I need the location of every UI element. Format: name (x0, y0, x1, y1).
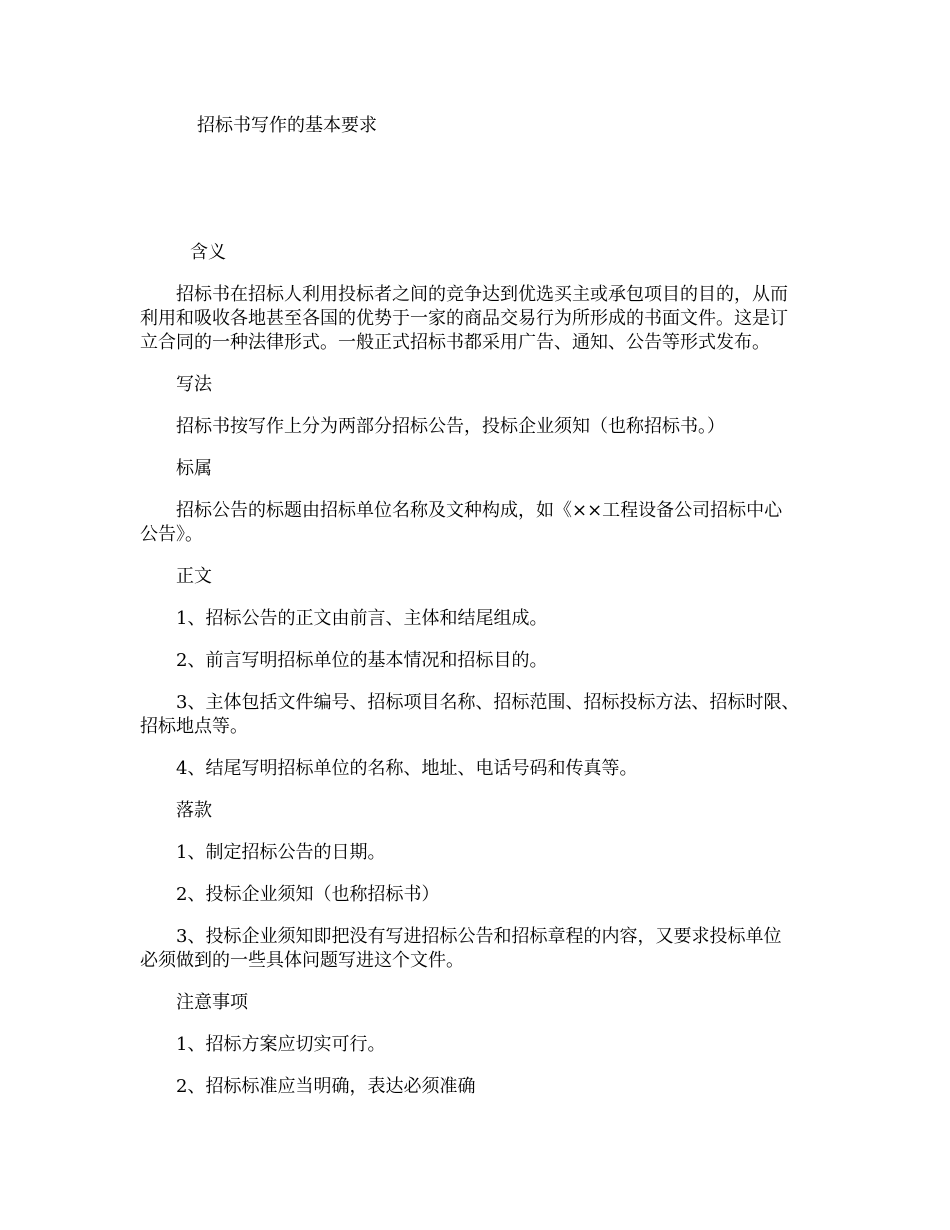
paragraph (140, 883, 812, 907)
paragraph (140, 1033, 812, 1057)
paragraph-line: 必须做到的一些具体问题写进这个文件。 (140, 950, 464, 971)
paragraph-line: 公告》。 (140, 524, 203, 545)
paragraph-line: 招标地点等。 (140, 716, 248, 737)
paragraph-line: 3、主体包括文件编号、招标项目名称、招标范围、招标投标方法、招标时限、 (176, 692, 800, 713)
paragraph (140, 607, 812, 631)
paragraph (140, 925, 812, 973)
paragraph-line: 招标公告的标题由招标单位名称及文种构成，如《××工程设备公司招标中心 (176, 500, 783, 521)
section-heading: 标属 (176, 458, 212, 479)
paragraph-line: 招标书按写作上分为两部分招标公告，投标企业须知（也称招标书。） (176, 416, 725, 437)
section-label: 含义 (190, 242, 226, 263)
paragraph (140, 841, 812, 865)
paragraph (140, 1075, 812, 1099)
section-heading: 落款 (176, 800, 212, 821)
section-heading: 注意事项 (176, 992, 248, 1013)
paragraph-line: 招标书在招标人利用投标者之间的竞争达到优选买主或承包项目的目的，从而 (176, 284, 788, 305)
paragraph-line: 4、结尾写明招标单位的名称、地址、电话号码和传真等。 (176, 758, 638, 779)
paragraph-line: 2、前言写明招标单位的基本情况和招标目的。 (176, 650, 548, 671)
paragraph (140, 691, 812, 739)
document-title: 招标书写作的基本要求 (197, 115, 377, 136)
paragraph-line: 1、制定招标公告的日期。 (176, 842, 386, 863)
paragraph-line: 1、招标方案应切实可行。 (176, 1034, 386, 1055)
paragraph-line: 立合同的一种法律形式。一般正式招标书都采用广告、通知、公告等形式发布。 (140, 332, 770, 353)
paragraph-line: 2、招标标准应当明确，表达必须准确 (176, 1076, 476, 1097)
paragraph (140, 415, 812, 439)
paragraph (140, 283, 812, 355)
paragraph-line: 利用和吸收各地甚至各国的优势于一家的商品交易行为所形成的书面文件。这是订 (140, 308, 788, 329)
section-heading: 正文 (176, 566, 212, 587)
paragraph (140, 757, 812, 781)
section-heading: 写法 (176, 374, 212, 395)
paragraph (140, 649, 812, 673)
paragraph-line: 3、投标企业须知即把没有写进招标公告和招标章程的内容，又要求投标单位 (176, 926, 782, 947)
paragraph-line: 1、招标公告的正文由前言、主体和结尾组成。 (176, 608, 548, 629)
document-body (140, 283, 812, 1117)
paragraph-line: 2、投标企业须知（也称招标书） (176, 884, 440, 905)
paragraph (140, 499, 812, 547)
